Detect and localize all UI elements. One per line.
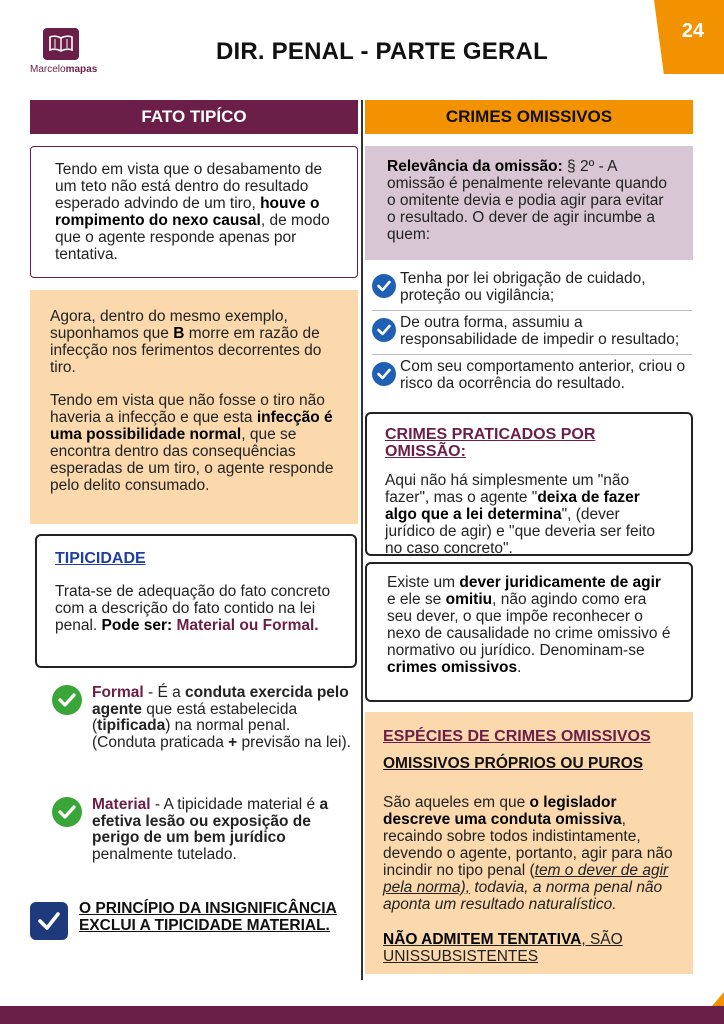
divider xyxy=(372,310,692,311)
check-icon xyxy=(372,274,396,298)
column-divider xyxy=(361,100,363,980)
check-icon xyxy=(52,797,82,827)
checkbox-icon xyxy=(30,902,68,940)
dever-juridico-box: Existe um dever juridicamente de agir e ele se omitiu, não agindo como era seu dever, o que impõe reconhecer o nexo de causalidade no crime omissivo é normativo ou jurídico. Denominam-se crimes omissivos. xyxy=(365,562,693,702)
crimes-omissivos-heading: CRIMES OMISSIVOS xyxy=(365,100,693,134)
relevancia-omissao-box: Relevância da omissão: § 2º - A omissão é penalmente relevante quando o omitente devia e podia agir para evitar o resultado. O dever de agir incumbe a quem: xyxy=(365,146,693,260)
brand-logo xyxy=(30,28,98,75)
formal-item: Formal - É a conduta exercida pelo agente que está estabelecida (tipificada) na normal penal. (Conduta praticada + previsão na lei). xyxy=(52,685,352,751)
praticados-title: CRIMES PRATICADOS POR OMISSÃO: xyxy=(385,426,596,460)
check-icon xyxy=(372,318,396,342)
check-icon xyxy=(372,362,396,386)
material-item: Material - A tipicidade material é a efetiva lesão ou exposição de perigo de um bem jurídico penalmente tutelado. xyxy=(52,797,352,863)
insignificancia-note: O PRINCÍPIO DA INSIGNIFICÂNCIA EXCLUI A TIPICIDADE MATERIAL. xyxy=(30,900,360,934)
list-item: Tenha por lei obrigação de cuidado, proteção ou vigilância; xyxy=(372,270,692,304)
tentativa-note: NÃO ADMITEM TENTATIVA, SÃO UNISSUBSISTENTES xyxy=(383,931,623,965)
fato-tipico-heading: FATO TIPÍCO xyxy=(30,100,358,134)
list-item: De outra forma, assumiu a responsabilidade de impedir o resultado; xyxy=(372,314,692,348)
brand-name: Marcelomapas xyxy=(30,64,98,75)
footer-bar xyxy=(0,1006,724,1024)
tipicidade-title: TIPICIDADE xyxy=(55,550,146,567)
book-icon xyxy=(43,28,79,60)
divider xyxy=(372,354,692,355)
list-item: Com seu comportamento anterior, criou o risco da ocorrência do resultado. xyxy=(372,358,692,392)
omissivos-proprios-title: OMISSIVOS PRÓPRIOS OU PUROS xyxy=(383,755,644,772)
corner-accent xyxy=(712,992,724,1006)
especies-title: ESPÉCIES DE CRIMES OMISSIVOS xyxy=(383,728,651,745)
check-icon xyxy=(52,685,82,715)
especies-box: ESPÉCIES DE CRIMES OMISSIVOS OMISSIVOS PRÓPRIOS OU PUROS São aqueles em que o legislador descreve uma conduta omissiva, recaindo sobre todos indistintamente, devendo o agente, portanto, agir para não incindir no tipo penal (tem o dever de agir pela norma), todavia, a norma penal não aponta um resultado naturalístico. NÃO ADMITEM TENTATIVA, SÃO UNISSUBSISTENTES xyxy=(365,712,693,974)
infeccao-example-box: Agora, dentro do mesmo exemplo, suponhamos que B morre em razão de infecção nos ferimentos decorrentes do tiro. Tendo em vista que não fosse o tiro não haveria a infecção e que esta infecção é uma possibilidade normal, que se encontra dentro das consequências esperadas de um tiro, o agente responde pelo delito consumado. xyxy=(30,290,358,524)
nexo-causal-box: Tendo em vista que o desabamento de um teto não está dentro do resultado esperado advindo de um tiro, houve o rompimento do nexo causal, de modo que o agente responde apenas por tentativa. xyxy=(30,146,358,278)
page-title: DIR. PENAL - PARTE GERAL xyxy=(216,38,548,65)
page-number: 24 xyxy=(681,20,704,42)
crimes-praticados-box: CRIMES PRATICADOS POR OMISSÃO: Aqui não há simplesmente um "não fazer", mas o agente "deixa de fazer algo que a lei determina", (dever jurídico de agir) e "que deveria ser feito no caso concreto". xyxy=(365,412,693,556)
tipicidade-box: TIPICIDADE Trata-se de adequação do fato concreto com a descrição do fato contido na lei penal. Pode ser: Material ou Formal. xyxy=(35,534,357,668)
